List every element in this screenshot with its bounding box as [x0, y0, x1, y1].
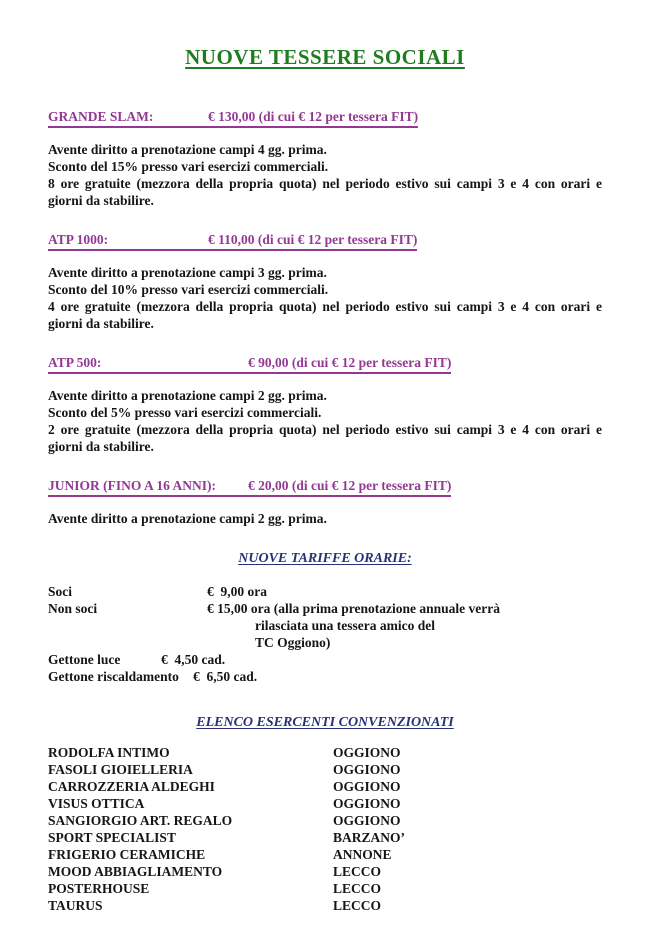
tariff-row: [48, 668, 602, 685]
merchants-heading: ELENCO ESERCENTI CONVENZIONATI: [196, 715, 454, 730]
merchant-name: MOOD ABBIAGLIAMENTO: [48, 864, 223, 879]
tariff-label: Soci: [48, 584, 73, 599]
membership-name: ATP 500:: [48, 355, 102, 370]
benefit-line: giorni da stabilire.: [48, 439, 154, 454]
benefit-line: Avente diritto a prenotazione campi 3 gg. prima.: [48, 265, 327, 280]
membership-section-grande-slam: [48, 108, 602, 209]
benefit-line: Avente diritto a prenotazione campi 2 gg. prima.: [48, 511, 327, 526]
merchant-name: SPORT SPECIALIST: [48, 830, 176, 845]
merchant-city: OGGIONO: [333, 762, 401, 777]
membership-name: JUNIOR (FINO A 16 ANNI):: [48, 478, 217, 493]
membership-section-atp-1000: [48, 231, 602, 332]
membership-benefits: [48, 510, 602, 527]
merchant-city: LECCO: [333, 898, 382, 913]
tariff-label: Non soci: [48, 601, 98, 616]
section-heading: [48, 108, 418, 128]
merchant-row: [48, 846, 602, 863]
benefit-line: Sconto del 5% presso vari esercizi commerciali.: [48, 405, 322, 420]
membership-section-atp-500: [48, 354, 602, 455]
merchant-city: OGGIONO: [333, 813, 401, 828]
merchant-row: [48, 880, 602, 897]
merchant-row: [48, 778, 602, 795]
membership-price: € 110,00 (di cui € 12 per tessera FIT): [208, 232, 418, 247]
merchant-city: LECCO: [333, 864, 382, 879]
merchant-row: [48, 829, 602, 846]
tariffs-table: [48, 583, 602, 685]
tariff-label: Gettone riscaldamento: [48, 669, 179, 684]
section-heading: [48, 354, 451, 374]
merchant-city: OGGIONO: [333, 745, 401, 760]
tariff-value-line: € 15,00 ora (alla prima prenotazione annuale verrà: [207, 601, 500, 616]
tariff-value: € 9,00 ora: [207, 584, 267, 599]
membership-benefits: [48, 387, 602, 455]
membership-price: € 20,00 (di cui € 12 per tessera FIT): [248, 478, 452, 493]
tariff-row: [48, 600, 602, 651]
merchant-name: TAURUS: [48, 898, 103, 913]
tariff-value-line: TC Oggiono): [255, 635, 331, 650]
tariff-row: [48, 583, 602, 600]
membership-name: GRANDE SLAM:: [48, 109, 154, 124]
merchant-city: ANNONE: [333, 847, 392, 862]
tariff-row: [48, 651, 602, 668]
benefit-line: Sconto del 15% presso vari esercizi commerciali.: [48, 159, 329, 174]
merchant-row: [48, 897, 602, 914]
membership-name: ATP 1000:: [48, 232, 109, 247]
benefit-line: Avente diritto a prenotazione campi 4 gg. prima.: [48, 142, 327, 157]
benefit-line: giorni da stabilire.: [48, 316, 154, 331]
membership-benefits: [48, 264, 602, 332]
benefit-line: 8 ore gratuite (mezzora della propria quota) nel periodo estivo sui campi 3 e 4 con orari e: [48, 176, 602, 191]
merchant-row: [48, 795, 602, 812]
membership-price: € 90,00 (di cui € 12 per tessera FIT): [248, 355, 452, 370]
tariffs-heading: NUOVE TARIFFE ORARIE:: [238, 551, 412, 566]
tariff-value-line: rilasciata una tessera amico del: [255, 618, 435, 633]
merchant-city: OGGIONO: [333, 779, 401, 794]
merchant-row: [48, 744, 602, 761]
membership-price: € 130,00 (di cui € 12 per tessera FIT): [208, 109, 419, 124]
membership-benefits: [48, 141, 602, 209]
benefit-line: 2 ore gratuite (mezzora della propria quota) nel periodo estivo sui campi 3 e 4 con orari e: [48, 422, 602, 437]
merchant-row: [48, 863, 602, 880]
merchant-name: VISUS OTTICA: [48, 796, 145, 811]
merchant-name: FRIGERIO CERAMICHE: [48, 847, 206, 862]
tariff-value: [207, 600, 602, 651]
merchant-city: LECCO: [333, 881, 382, 896]
merchant-city: BARZANO’: [333, 830, 406, 845]
merchant-name: FASOLI GIOIELLERIA: [48, 762, 193, 777]
merchant-name: RODOLFA INTIMO: [48, 745, 170, 760]
benefit-line: Sconto del 10% presso vari esercizi commerciali.: [48, 282, 329, 297]
merchant-name: CARROZZERIA ALDEGHI: [48, 779, 215, 794]
merchant-row: [48, 761, 602, 778]
membership-section-junior: [48, 477, 602, 527]
merchant-row: [48, 812, 602, 829]
benefit-line: 4 ore gratuite (mezzora della propria quota) nel periodo estivo sui campi 3 e 4 con orari e: [48, 299, 602, 314]
merchant-name: POSTERHOUSE: [48, 881, 150, 896]
tariff-value: € 4,50 cad.: [161, 652, 226, 667]
benefit-line: giorni da stabilire.: [48, 193, 154, 208]
benefit-line: Avente diritto a prenotazione campi 2 gg. prima.: [48, 388, 327, 403]
section-heading: [48, 231, 417, 251]
merchants-table: [48, 744, 602, 914]
page-title: NUOVE TESSERE SOCIALI: [185, 45, 465, 69]
tariff-label: Gettone luce: [48, 652, 121, 667]
section-heading: [48, 477, 451, 497]
tariff-value: € 6,50 cad.: [193, 669, 258, 684]
merchant-city: OGGIONO: [333, 796, 401, 811]
merchant-name: SANGIORGIO ART. REGALO: [48, 813, 233, 828]
